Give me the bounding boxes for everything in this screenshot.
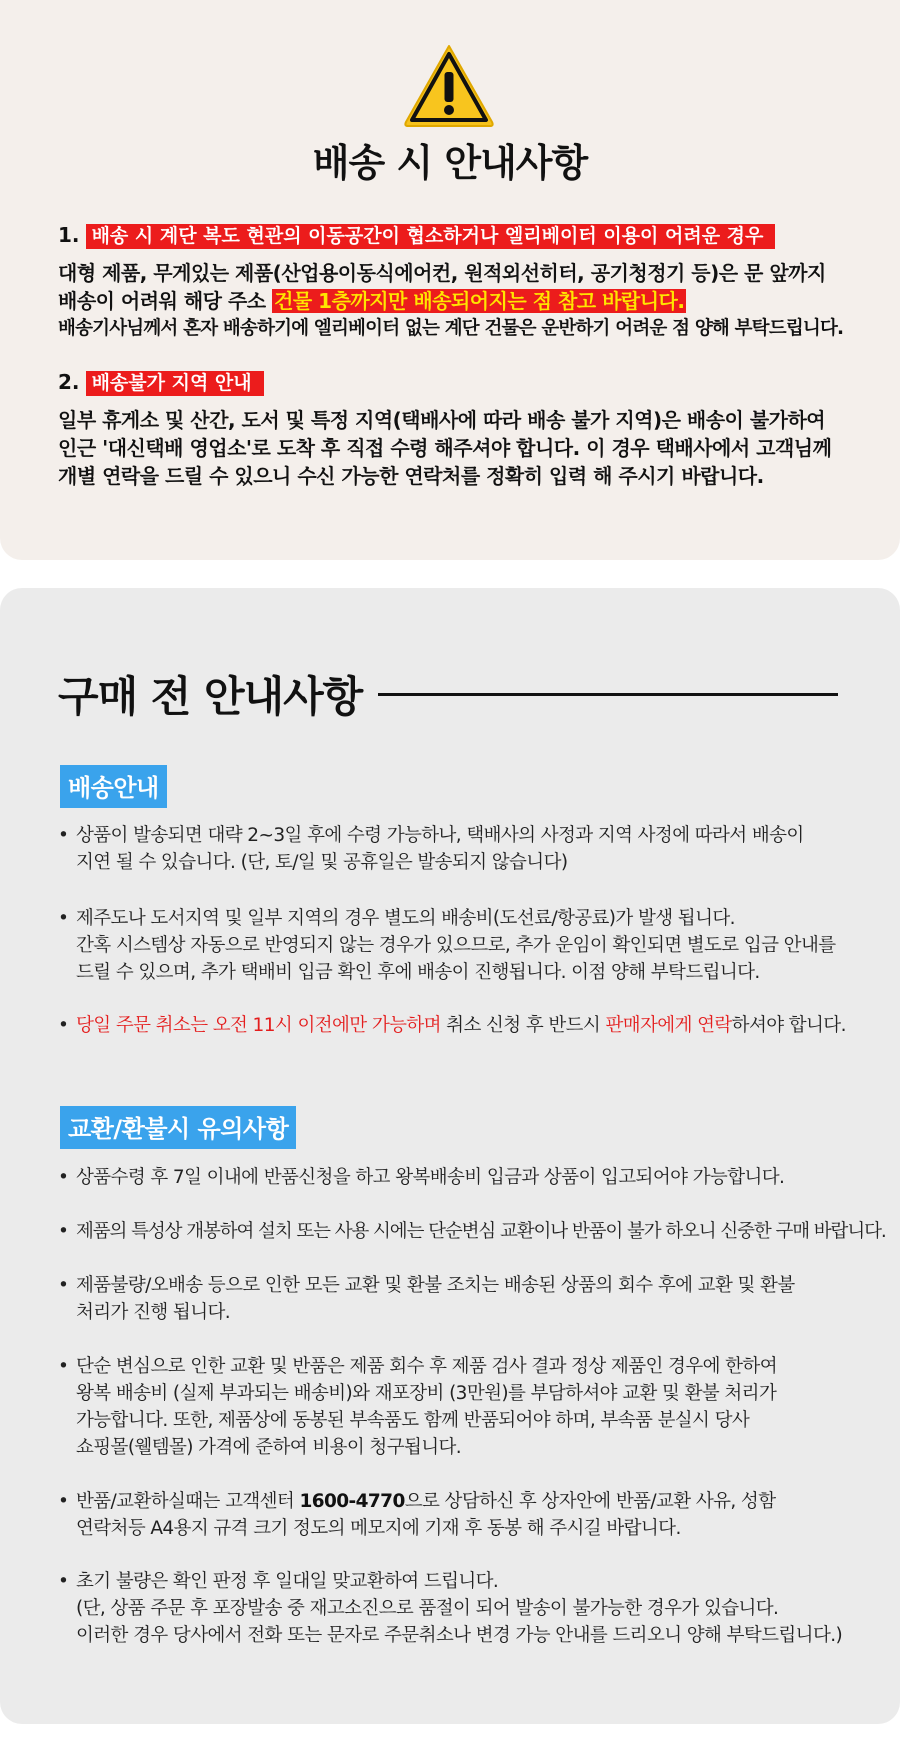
list-item-line: 연락처등 A4용지 규격 크기 정도의 메모지에 기재 후 동봉 해 주시길 바랍니다. xyxy=(76,1518,681,1539)
shipping-item-2 xyxy=(58,367,850,490)
list-item-line: 이러한 경우 당사에서 전화 또는 문자로 주문취소나 변경 가능 안내를 드리오니 양해 부탁드립니다.) xyxy=(76,1625,843,1646)
list-item-line: 제품의 특성상 개봉하여 설치 또는 사용 시에는 단순변심 교환이나 반품이 불가 하오니 신중한 구매 바랍니다. xyxy=(76,1221,886,1242)
highlight-text: 건물 1층까지만 배송되어지는 점 참고 바랍니다. xyxy=(274,289,685,313)
list-item-text: 취소 신청 후 반드시 xyxy=(440,1015,606,1036)
item-line xyxy=(58,287,850,315)
item-number: 2. xyxy=(58,370,80,394)
list-item-text: 반품/교환하실때는 고객센터 xyxy=(76,1491,300,1512)
delivery-tag: 배송안내 xyxy=(60,765,167,808)
list-item: • 상품이 발송되면 대략 2~3일 후에 수령 가능하나, 택배사의 사정과 지역 사정에 따라서 배송이 지연 될 수 있습니다. (단, 토/일 및 공휴일은 발송되지 않습니다) xyxy=(58,822,872,876)
list-item-line xyxy=(76,1488,872,1515)
exchange-tag: 교환/환불시 유의사항 xyxy=(60,1106,296,1149)
item-number: 1. xyxy=(58,223,80,247)
list-item: • 단순 변심으로 인한 교환 및 반품은 제품 회수 후 제품 검사 결과 정상 제품인 경우에 한하여 왕복 배송비 (실제 부과되는 배송비)와 재포장비 (3만원)를 부담하셔야 교환 및 환불 처리가 가능합니다. 또한, 제품상에 동봉된 부속품도 함께 반품되어야 하며, 부속품 분실시 당사 쇼핑몰(웰템몰) 가격에 준하여 비용이 청구됩니다. xyxy=(58,1353,872,1461)
item-line: 인근 '대신택배 영업소'로 도착 후 직접 수령 해주셔야 합니다. 이 경우 택배사에서 고객님께 xyxy=(58,436,832,460)
item-line-text: 배송이 어려워 해당 주소 xyxy=(58,289,273,313)
purchase-notice-title: 구매 전 안내사항 xyxy=(58,672,363,721)
title-divider xyxy=(378,693,838,696)
list-item-line: 초기 불량은 확인 판정 후 일대일 맞교환하여 드립니다. xyxy=(76,1571,499,1592)
list-item: • 제품불량/오배송 등으로 인한 모든 교환 및 환불 조치는 배송된 상품의 회수 후에 교환 및 환불 처리가 진행 됩니다. xyxy=(58,1272,872,1326)
list-item: • 반품/교환하실때는 고객센터 1600-4770으로 상담하신 후 상자안에 반품/교환 사유, 성함 연락처등 A4용지 규격 크기 정도의 메모지에 기재 후 동봉 해 주시길 바랍니다. xyxy=(58,1488,872,1542)
list-item-line: 왕복 배송비 (실제 부과되는 배송비)와 재포장비 (3만원)를 부담하셔야 교환 및 환불 처리가 xyxy=(76,1383,777,1404)
shipping-notice-title: 배송 시 안내사항 xyxy=(312,141,588,185)
list-item-line xyxy=(76,1012,872,1039)
warning-text: 당일 주문 취소는 오전 11시 이전에만 가능하며 xyxy=(76,1015,441,1036)
item-headline: 배송불가 지역 안내 xyxy=(86,371,264,396)
warning-text: 판매자에게 연락 xyxy=(605,1015,732,1036)
list-item: • 제주도나 도서지역 및 일부 지역의 경우 별도의 배송비(도선료/항공료)가 발생 됩니다. 간혹 시스템상 자동으로 반영되지 않는 경우가 있으므로, 추가 운임이 확인되면 별도로 입금 안내를 드릴 수 있으며, 추가 택배비 입금 확인 후에 배송이 진행됩니다. 이점 양해 부탁드립니다. xyxy=(58,905,872,986)
list-item-line: 간혹 시스템상 자동으로 반영되지 않는 경우가 있으므로, 추가 운임이 확인되면 별도로 입금 안내를 xyxy=(76,935,836,956)
purchase-notice-card xyxy=(0,588,900,1724)
item-line: 개별 연락을 드릴 수 있으니 수신 가능한 연락처를 정확히 입력 해 주시기 바랍니다. xyxy=(58,464,764,488)
list-item-line: 상품이 발송되면 대략 2~3일 후에 수령 가능하나, 택배사의 사정과 지역 사정에 따라서 배송이 xyxy=(76,825,804,846)
list-item-line: 쇼핑몰(웰템몰) 가격에 준하여 비용이 청구됩니다. xyxy=(76,1437,462,1458)
item-line: 대형 제품, 무게있는 제품(산업용이동식에어컨, 원적외선히터, 공기청정기 등)은 문 앞까지 xyxy=(58,261,826,285)
list-item-line: 상품수령 후 7일 이내에 반품신청을 하고 왕복배송비 입금과 상품이 입고되어야 가능합니다. xyxy=(76,1167,785,1188)
list-item-line: 지연 될 수 있습니다. (단, 토/일 및 공휴일은 발송되지 않습니다) xyxy=(76,852,568,873)
list-item-line: 제주도나 도서지역 및 일부 지역의 경우 별도의 배송비(도선료/항공료)가 발생 됩니다. xyxy=(76,908,735,929)
item-line: 일부 휴게소 및 산간, 도서 및 특정 지역(택배사에 따라 배송 불가 지역)은 배송이 불가하여 xyxy=(58,408,826,432)
phone-number: 1600-4770 xyxy=(299,1491,405,1512)
item-headline: 배송 시 계단 복도 현관의 이동공간이 협소하거나 엘리베이터 이용이 어려운 경우 xyxy=(86,224,776,249)
list-item-line: (단, 상품 주문 후 포장발송 중 재고소진으로 품절이 되어 발송이 불가능한 경우가 있습니다. xyxy=(76,1598,779,1619)
list-item-text: 으로 상담하신 후 상자안에 반품/교환 사유, 성함 xyxy=(404,1491,776,1512)
list-item-text: 하셔야 합니다. xyxy=(731,1015,846,1036)
list-item: • 제품의 특성상 개봉하여 설치 또는 사용 시에는 단순변심 교환이나 반품이 불가 하오니 신중한 구매 바랍니다. xyxy=(58,1218,872,1245)
list-item-line: 처리가 진행 됩니다. xyxy=(76,1302,231,1323)
warning-triangle-icon xyxy=(402,42,496,128)
list-item: • 상품수령 후 7일 이내에 반품신청을 하고 왕복배송비 입금과 상품이 입고되어야 가능합니다. xyxy=(58,1164,872,1191)
list-item-line: 제품불량/오배송 등으로 인한 모든 교환 및 환불 조치는 배송된 상품의 회수 후에 교환 및 환불 xyxy=(76,1275,795,1296)
list-item: • 당일 주문 취소는 오전 11시 이전에만 가능하며 취소 신청 후 반드시 판매자에게 연락하셔야 합니다. xyxy=(58,1012,872,1039)
list-item-line: 드릴 수 있으며, 추가 택배비 입금 확인 후에 배송이 진행됩니다. 이점 양해 부탁드립니다. xyxy=(76,962,760,983)
item-line: 배송기사님께서 혼자 배송하기에 엘리베이터 없는 계단 건물은 운반하기 어려운 점 양해 부탁드립니다. xyxy=(58,318,844,339)
shipping-item-1 xyxy=(58,220,850,343)
list-item-line: 가능합니다. 또한, 제품상에 동봉된 부속품도 함께 반품되어야 하며, 부속품 분실시 당사 xyxy=(76,1410,750,1431)
list-item: • 초기 불량은 확인 판정 후 일대일 맞교환하여 드립니다. (단, 상품 주문 후 포장발송 중 재고소진으로 품절이 되어 발송이 불가능한 경우가 있습니다. 이러한 경우 당사에서 전화 또는 문자로 주문취소나 변경 가능 안내를 드리오니 양해 부탁드립니다.) xyxy=(58,1568,872,1649)
shipping-notice-card xyxy=(0,0,900,560)
list-item-line: 단순 변심으로 인한 교환 및 반품은 제품 회수 후 제품 검사 결과 정상 제품인 경우에 한하여 xyxy=(76,1356,777,1377)
